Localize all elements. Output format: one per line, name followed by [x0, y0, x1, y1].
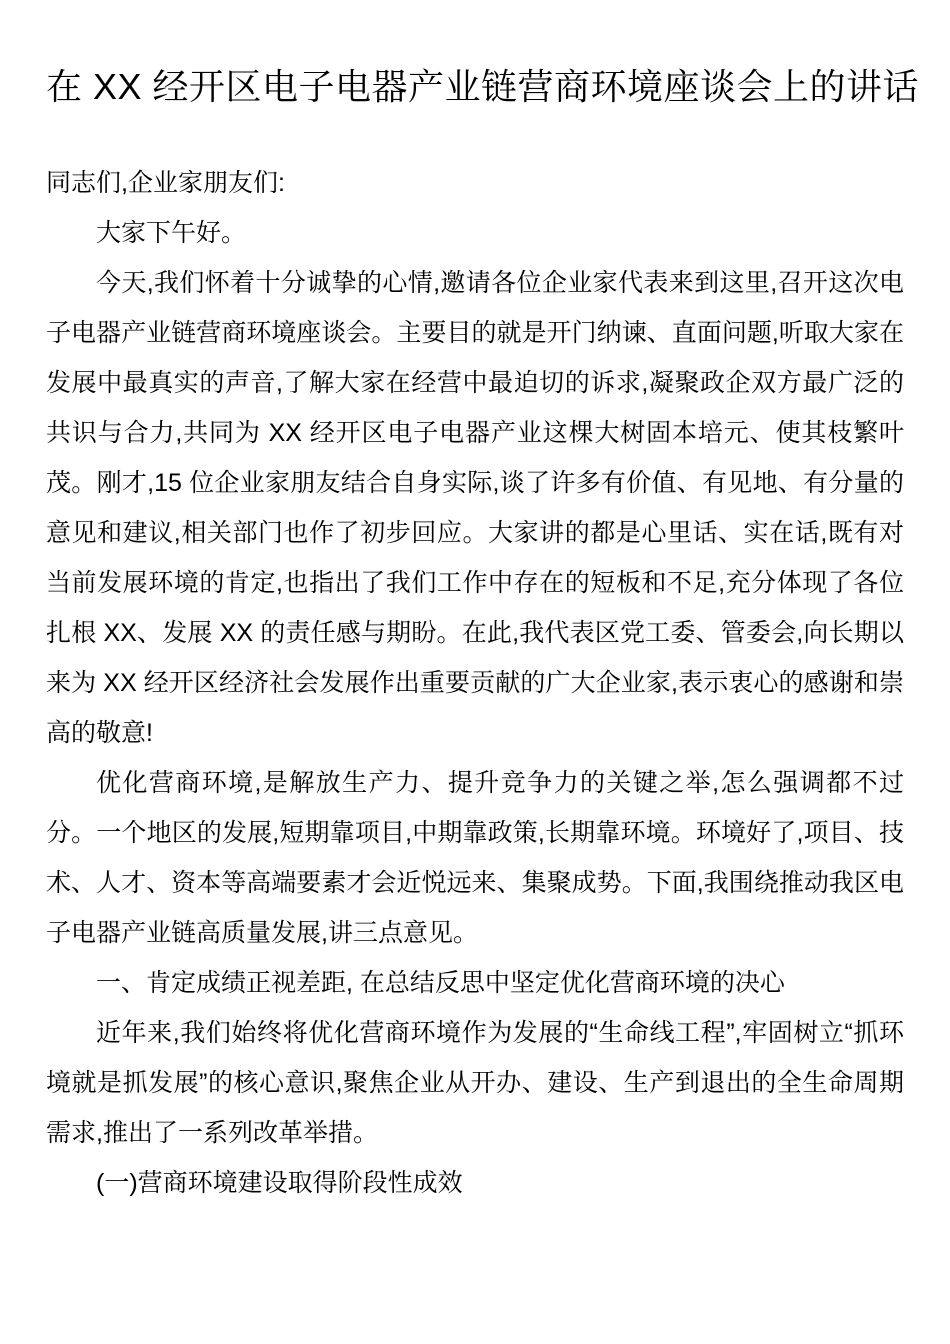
- recent-years-paragraph: 近年来,我们始终将优化营商环境作为发展的“生命线工程”,牢固树立“抓环境就是抓发展”的核心意识,聚焦企业从开办、建设、生产到退出的全生命周期需求,推出了一系列改革举措。: [46, 1019, 904, 1147]
- salutation-paragraph: 同志们,企业家朋友们:: [46, 169, 285, 197]
- opening-paragraph: 今天,我们怀着十分诚挚的心情,邀请各位企业家代表来到这里,召开这次电子电器产业链营商环境座谈会。主要目的就是开门纳谏、直面问题,听取大家在发展中最真实的声音,了解大家在经营中最迫切的诉求,凝聚政企双方最广泛的共识与合力,共同为 XX 经开区电子电器产业这棵大树固本培元、使其枝繁叶茂。刚才,15 位企业家朋友结合自身实际,谈了许多有价值、有见地、有分量的意见和建议,相关部门也作了初步回应。大家讲的都是心里话、实在话,既有对当前发展环境的肯定,也指出了我们工作中存在的短板和不足,充分体现了各位扎根 XX、发展 XX 的责任感与期盼。在此,我代表区党工委、管委会,向长期以来为 XX 经开区经济社会发展作出重要贡献的广大企业家,表示衷心的感谢和崇高的敬意!: [46, 269, 904, 747]
- greeting-paragraph: 大家下午好。: [96, 219, 247, 247]
- subsection-one-heading: (一)营商环境建设取得阶段性成效: [96, 1169, 463, 1197]
- business-environment-paragraph: 优化营商环境,是解放生产力、提升竞争力的关键之举,怎么强调都不过分。一个地区的发展,短期靠项目,中期靠政策,长期靠环境。环境好了,项目、技术、人才、资本等高端要素才会近悦远来、集聚成势。下面,我围绕推动我区电子电器产业链高质量发展,讲三点意见。: [46, 769, 904, 947]
- document-title: 在 XX 经开区电子电器产业链营商环境座谈会上的讲话: [46, 66, 920, 107]
- section-one-heading: 一、肯定成绩正视差距, 在总结反思中坚定优化营商环境的决心: [96, 969, 785, 997]
